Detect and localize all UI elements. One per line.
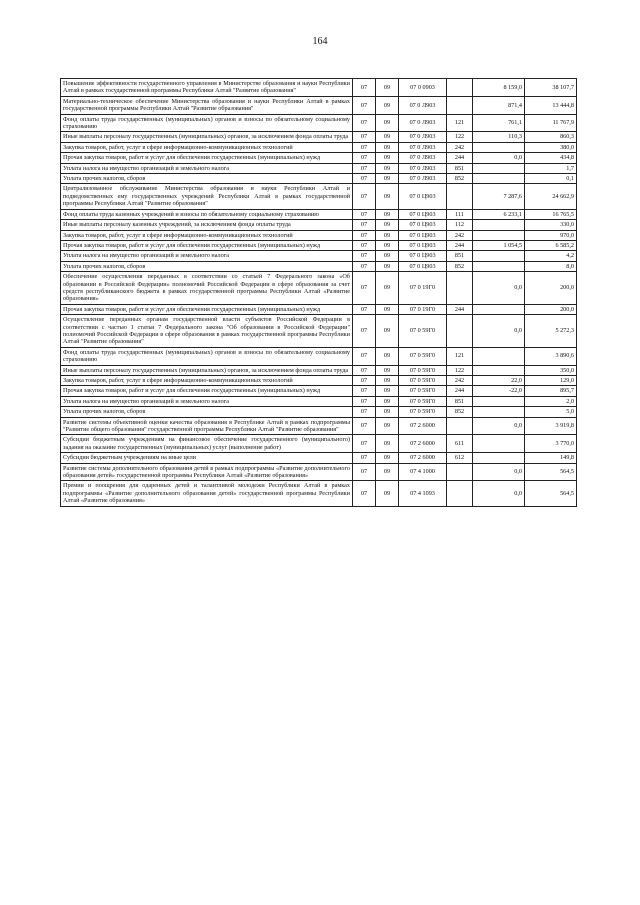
table-row: [61, 417, 577, 435]
amount-total-cell: 5 272,3: [525, 315, 577, 348]
table-row: [61, 347, 577, 365]
amount-change-cell: [473, 407, 525, 417]
amount-total-cell: 3 919,8: [525, 417, 577, 435]
target-item-code-cell: 07 0 Ц903: [399, 251, 447, 261]
target-item-code-cell: 07 0 59Г0: [399, 376, 447, 386]
section-code-cell: 07: [353, 220, 376, 230]
amount-total-cell: 860,3: [525, 132, 577, 142]
section-code-cell: 07: [353, 417, 376, 435]
subsection-code-cell: 09: [376, 240, 399, 250]
table-row: [61, 304, 577, 314]
subsection-code-cell: 09: [376, 396, 399, 406]
amount-change-cell: [473, 230, 525, 240]
amount-total-cell: 200,0: [525, 304, 577, 314]
amount-total-cell: 24 662,9: [525, 184, 577, 209]
section-code-cell: 07: [353, 114, 376, 132]
amount-total-cell: 13 444,8: [525, 96, 577, 114]
table-row: [61, 453, 577, 463]
table-row: [61, 174, 577, 184]
section-code-cell: 07: [353, 453, 376, 463]
expense-name-cell: Обеспечение осуществления переданных в соответствии со статьей 7 Федерального закона «Об образовании в Российской Федерации» полномочий Российской Федерации в сфере образования за счет средств республиканского бюджета в рамках государственной программы Республики Алтай «Развитие образования»: [61, 272, 353, 305]
budget-table: [60, 78, 577, 507]
amount-total-cell: 2,0: [525, 396, 577, 406]
target-item-code-cell: 07 0 Л903: [399, 114, 447, 132]
target-item-code-cell: 07 0 Л903: [399, 174, 447, 184]
table-row: [61, 435, 577, 453]
target-item-code-cell: 07 2 6000: [399, 453, 447, 463]
amount-change-cell: [473, 251, 525, 261]
section-code-cell: 07: [353, 315, 376, 348]
section-code-cell: 07: [353, 481, 376, 506]
target-item-code-cell: 07 0 59Г0: [399, 315, 447, 348]
amount-total-cell: 895,7: [525, 386, 577, 396]
table-row: [61, 240, 577, 250]
target-item-code-cell: 07 0 Л903: [399, 96, 447, 114]
expense-type-code-cell: [447, 79, 473, 97]
amount-change-cell: [473, 396, 525, 406]
subsection-code-cell: 09: [376, 365, 399, 375]
amount-change-cell: 7 287,6: [473, 184, 525, 209]
expense-type-code-cell: 611: [447, 435, 473, 453]
target-item-code-cell: 07 0 Ц903: [399, 261, 447, 271]
amount-change-cell: 0,0: [473, 417, 525, 435]
subsection-code-cell: 09: [376, 96, 399, 114]
amount-change-cell: [473, 435, 525, 453]
table-row: [61, 251, 577, 261]
amount-total-cell: 4,2: [525, 251, 577, 261]
amount-total-cell: 11 767,9: [525, 114, 577, 132]
expense-type-code-cell: [447, 184, 473, 209]
expense-name-cell: Уплата прочих налогов, сборов: [61, 407, 353, 417]
expense-type-code-cell: 122: [447, 132, 473, 142]
subsection-code-cell: 09: [376, 304, 399, 314]
section-code-cell: 07: [353, 304, 376, 314]
table-row: [61, 79, 577, 97]
target-item-code-cell: 07 0 19Г0: [399, 272, 447, 305]
subsection-code-cell: 09: [376, 272, 399, 305]
subsection-code-cell: 09: [376, 376, 399, 386]
expense-name-cell: Фонд оплаты труда государственных (муниципальных) органов и взносы по обязательному социальному страхованию: [61, 347, 353, 365]
subsection-code-cell: 09: [376, 386, 399, 396]
amount-change-cell: 110,3: [473, 132, 525, 142]
expense-name-cell: Прочая закупка товаров, работ и услуг для обеспечения государственных (муниципальных) нужд: [61, 240, 353, 250]
amount-change-cell: [473, 220, 525, 230]
section-code-cell: 07: [353, 463, 376, 481]
subsection-code-cell: 09: [376, 114, 399, 132]
table-row: [61, 184, 577, 209]
section-code-cell: 07: [353, 174, 376, 184]
expense-type-code-cell: 852: [447, 261, 473, 271]
target-item-code-cell: 07 0 59Г0: [399, 386, 447, 396]
amount-change-cell: 0,0: [473, 481, 525, 506]
subsection-code-cell: 09: [376, 417, 399, 435]
expense-type-code-cell: 242: [447, 142, 473, 152]
table-row: [61, 261, 577, 271]
expense-name-cell: Иные выплаты персоналу государственных (муниципальных) органов, за исключением фонда оплаты труда: [61, 132, 353, 142]
expense-type-code-cell: 851: [447, 251, 473, 261]
expense-name-cell: Прочая закупка товаров, работ и услуг для обеспечения государственных (муниципальных) нужд: [61, 153, 353, 163]
expense-type-code-cell: [447, 481, 473, 506]
table-row: [61, 407, 577, 417]
target-item-code-cell: 07 0 19Г0: [399, 304, 447, 314]
subsection-code-cell: 09: [376, 453, 399, 463]
target-item-code-cell: 07 0 Л903: [399, 153, 447, 163]
expense-name-cell: Закупка товаров, работ, услуг в сфере информационно-коммуникационных технологий: [61, 230, 353, 240]
expense-name-cell: Фонд оплаты труда казенных учреждений и взносы по обязательному социальному страхованию: [61, 209, 353, 219]
target-item-code-cell: 07 0 Ц903: [399, 184, 447, 209]
table-row: [61, 153, 577, 163]
amount-change-cell: 0,0: [473, 463, 525, 481]
table-row: [61, 376, 577, 386]
section-code-cell: 07: [353, 365, 376, 375]
amount-change-cell: [473, 261, 525, 271]
expense-name-cell: Субсидии бюджетным учреждениям на финансовое обеспечение государственного (муниципального) задания на оказание государственных (муниципальных) услуг (выполнение работ): [61, 435, 353, 453]
expense-name-cell: Фонд оплаты труда государственных (муниципальных) органов и взносы по обязательному социальному страхованию: [61, 114, 353, 132]
expense-type-code-cell: 112: [447, 220, 473, 230]
amount-change-cell: [473, 142, 525, 152]
table-row: [61, 386, 577, 396]
subsection-code-cell: 09: [376, 407, 399, 417]
amount-change-cell: [473, 347, 525, 365]
section-code-cell: 07: [353, 132, 376, 142]
target-item-code-cell: 07 0 59Г0: [399, 396, 447, 406]
budget-table-body: [61, 79, 577, 507]
target-item-code-cell: 07 2 6000: [399, 417, 447, 435]
table-row: [61, 315, 577, 348]
subsection-code-cell: 09: [376, 184, 399, 209]
expense-name-cell: Иные выплаты персоналу казенных учреждений, за исключением фонда оплаты труда: [61, 220, 353, 230]
amount-change-cell: 6 233,1: [473, 209, 525, 219]
amount-change-cell: 22,0: [473, 376, 525, 386]
amount-change-cell: 761,1: [473, 114, 525, 132]
amount-total-cell: 6 585,2: [525, 240, 577, 250]
expense-name-cell: Централизованное обслуживание Министерства образования и науки Республики Алтай и подведомственных ему государственных учреждений Республики Алтай в рамках государственной программы Республики Алтай "Развитие образования": [61, 184, 353, 209]
expense-name-cell: Уплата налога на имущество организаций и земельного налога: [61, 163, 353, 173]
table-row: [61, 481, 577, 506]
expense-type-code-cell: 612: [447, 453, 473, 463]
expense-type-code-cell: [447, 463, 473, 481]
expense-name-cell: Осуществление переданных органам государственной власти субъектов Российской Федерации в соответствии с частью 1 статьи 7 Федерального закона "Об образовании в Российской Федерации" полномочий Российской Федерации в сфере образования в рамках государственной программы Республики Алтай "Развитие образования": [61, 315, 353, 348]
amount-total-cell: 149,8: [525, 453, 577, 463]
section-code-cell: 07: [353, 163, 376, 173]
expense-type-code-cell: 121: [447, 114, 473, 132]
section-code-cell: 07: [353, 407, 376, 417]
expense-type-code-cell: [447, 417, 473, 435]
target-item-code-cell: 07 4 1093: [399, 481, 447, 506]
expense-type-code-cell: 242: [447, 376, 473, 386]
target-item-code-cell: 07 0 59Г0: [399, 407, 447, 417]
amount-total-cell: 8,0: [525, 261, 577, 271]
section-code-cell: 07: [353, 347, 376, 365]
expense-type-code-cell: 244: [447, 304, 473, 314]
section-code-cell: 07: [353, 209, 376, 219]
target-item-code-cell: 07 0 59Г0: [399, 365, 447, 375]
amount-total-cell: 3 770,0: [525, 435, 577, 453]
expense-type-code-cell: 852: [447, 174, 473, 184]
target-item-code-cell: 07 0 59Г0: [399, 347, 447, 365]
subsection-code-cell: 09: [376, 230, 399, 240]
table-row: [61, 209, 577, 219]
amount-total-cell: 200,0: [525, 272, 577, 305]
table-row: [61, 220, 577, 230]
expense-type-code-cell: 851: [447, 163, 473, 173]
subsection-code-cell: 09: [376, 220, 399, 230]
section-code-cell: 07: [353, 435, 376, 453]
expense-name-cell: Субсидии бюджетным учреждениям на иные цели: [61, 453, 353, 463]
expense-name-cell: Премии и поощрения для одаренных детей и талантливой молодежи Республики Алтай в рамках подпрограммы «Развитие дополнительного образования детей» государственной программы Республики Алтай «Развитие образования»: [61, 481, 353, 506]
subsection-code-cell: 09: [376, 79, 399, 97]
subsection-code-cell: 09: [376, 481, 399, 506]
subsection-code-cell: 09: [376, 435, 399, 453]
subsection-code-cell: 09: [376, 153, 399, 163]
amount-change-cell: [473, 174, 525, 184]
subsection-code-cell: 09: [376, 132, 399, 142]
expense-name-cell: Уплата прочих налогов, сборов: [61, 174, 353, 184]
amount-change-cell: 0,0: [473, 315, 525, 348]
target-item-code-cell: 07 0 Л903: [399, 142, 447, 152]
expense-type-code-cell: [447, 96, 473, 114]
amount-total-cell: 38 107,7: [525, 79, 577, 97]
subsection-code-cell: 09: [376, 251, 399, 261]
expense-type-code-cell: 121: [447, 347, 473, 365]
section-code-cell: 07: [353, 261, 376, 271]
amount-total-cell: 380,0: [525, 142, 577, 152]
expense-type-code-cell: 852: [447, 407, 473, 417]
expense-name-cell: Повышение эффективности государственного управления в Министерстве образования и науки Республики Алтай в рамках государственной программы Республики Алтай "Развитие образования": [61, 79, 353, 97]
amount-total-cell: 564,5: [525, 463, 577, 481]
expense-name-cell: Прочая закупка товаров, работ и услуг для обеспечения государственных (муниципальных) нужд: [61, 386, 353, 396]
amount-change-cell: 1 054,5: [473, 240, 525, 250]
table-row: [61, 96, 577, 114]
expense-name-cell: Закупка товаров, работ, услуг в сфере информационно-коммуникационных технологий: [61, 142, 353, 152]
target-item-code-cell: 07 0 0903: [399, 79, 447, 97]
table-row: [61, 132, 577, 142]
table-row: [61, 163, 577, 173]
subsection-code-cell: 09: [376, 347, 399, 365]
target-item-code-cell: 07 2 6000: [399, 435, 447, 453]
amount-total-cell: 3 890,6: [525, 347, 577, 365]
expense-name-cell: Прочая закупка товаров, работ и услуг для обеспечения государственных (муниципальных) нужд: [61, 304, 353, 314]
amount-total-cell: 5,0: [525, 407, 577, 417]
expense-name-cell: Уплата налога на имущество организаций и земельного налога: [61, 251, 353, 261]
expense-type-code-cell: 242: [447, 230, 473, 240]
page-number: 164: [312, 36, 328, 47]
section-code-cell: 07: [353, 240, 376, 250]
table-row: [61, 114, 577, 132]
amount-change-cell: [473, 163, 525, 173]
expense-type-code-cell: 851: [447, 396, 473, 406]
section-code-cell: 07: [353, 184, 376, 209]
target-item-code-cell: 07 0 Ц903: [399, 220, 447, 230]
expense-type-code-cell: [447, 315, 473, 348]
target-item-code-cell: 07 0 Ц903: [399, 209, 447, 219]
amount-change-cell: 0,0: [473, 153, 525, 163]
subsection-code-cell: 09: [376, 463, 399, 481]
table-row: [61, 272, 577, 305]
section-code-cell: 07: [353, 396, 376, 406]
target-item-code-cell: 07 0 Ц903: [399, 230, 447, 240]
subsection-code-cell: 09: [376, 163, 399, 173]
amount-total-cell: 129,0: [525, 376, 577, 386]
amount-total-cell: 0,1: [525, 174, 577, 184]
section-code-cell: 07: [353, 386, 376, 396]
expense-name-cell: Уплата налога на имущество организаций и земельного налога: [61, 396, 353, 406]
subsection-code-cell: 09: [376, 261, 399, 271]
amount-change-cell: 0,0: [473, 272, 525, 305]
expense-name-cell: Развитие системы дополнительного образования детей в рамках подпрограммы «Развитие дополнительного образования детей» государственной программы Республики Алтай «Развитие образования»: [61, 463, 353, 481]
target-item-code-cell: 07 0 Л903: [399, 163, 447, 173]
table-row: [61, 230, 577, 240]
amount-change-cell: 871,4: [473, 96, 525, 114]
amount-total-cell: 564,5: [525, 481, 577, 506]
amount-change-cell: [473, 365, 525, 375]
section-code-cell: 07: [353, 153, 376, 163]
section-code-cell: 07: [353, 142, 376, 152]
expense-type-code-cell: 244: [447, 153, 473, 163]
expense-type-code-cell: 122: [447, 365, 473, 375]
table-row: [61, 396, 577, 406]
expense-name-cell: Иные выплаты персоналу государственных (муниципальных) органов, за исключением фонда оплаты труда: [61, 365, 353, 375]
amount-change-cell: [473, 304, 525, 314]
subsection-code-cell: 09: [376, 174, 399, 184]
amount-change-cell: 8 159,0: [473, 79, 525, 97]
target-item-code-cell: 07 0 Л903: [399, 132, 447, 142]
expense-name-cell: Уплата прочих налогов, сборов: [61, 261, 353, 271]
amount-change-cell: -22,0: [473, 386, 525, 396]
expense-type-code-cell: [447, 272, 473, 305]
section-code-cell: 07: [353, 79, 376, 97]
section-code-cell: 07: [353, 376, 376, 386]
amount-total-cell: 970,0: [525, 230, 577, 240]
target-item-code-cell: 07 0 Ц903: [399, 240, 447, 250]
table-row: [61, 463, 577, 481]
expense-type-code-cell: 244: [447, 386, 473, 396]
amount-total-cell: 434,8: [525, 153, 577, 163]
expense-type-code-cell: 244: [447, 240, 473, 250]
subsection-code-cell: 09: [376, 315, 399, 348]
subsection-code-cell: 09: [376, 142, 399, 152]
section-code-cell: 07: [353, 230, 376, 240]
target-item-code-cell: 07 4 1000: [399, 463, 447, 481]
expense-type-code-cell: 111: [447, 209, 473, 219]
amount-total-cell: 350,0: [525, 365, 577, 375]
amount-change-cell: [473, 453, 525, 463]
table-row: [61, 365, 577, 375]
expense-name-cell: Развитие системы объективной оценки качества образования в Республике Алтай в рамках подпрограммы "Развитие общего образования" государственной программы Республики Алтай "Развитие образования": [61, 417, 353, 435]
amount-total-cell: 16 765,5: [525, 209, 577, 219]
expense-name-cell: Материально-техническое обеспечение Министерства образования и науки Республики Алтай в рамках государственной программы Республики Алтай "Развитие образования": [61, 96, 353, 114]
amount-total-cell: 1,7: [525, 163, 577, 173]
amount-total-cell: 330,0: [525, 220, 577, 230]
section-code-cell: 07: [353, 272, 376, 305]
section-code-cell: 07: [353, 96, 376, 114]
expense-name-cell: Закупка товаров, работ, услуг в сфере информационно-коммуникационных технологий: [61, 376, 353, 386]
subsection-code-cell: 09: [376, 209, 399, 219]
table-row: [61, 142, 577, 152]
section-code-cell: 07: [353, 251, 376, 261]
